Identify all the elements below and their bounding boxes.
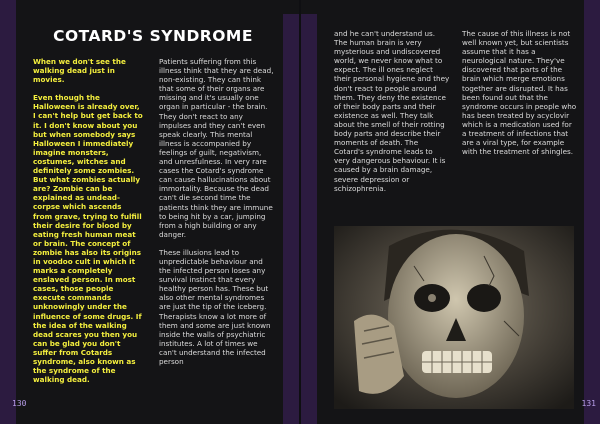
gutter-purple-bar-right bbox=[301, 14, 317, 424]
left-purple-bar bbox=[0, 0, 16, 424]
body-column-3 bbox=[334, 29, 450, 202]
body-paragraph: Patients suffering from this illness think that they are dead, non-existing. They can think that some of their organs are missing and it's usually one organ in particular - the brain. They don't react to any impulses and they can't even speak clearly. This mental illness is accompanied by feelings of guilt, negativism, and unresfulness. In very rare cases the Cotard's syndrome can cause hallucinations about immortality. Because the dead can't die second time the patients think they are immune to being hit by a car, jumping from a high building or any danger. bbox=[159, 57, 274, 239]
page-number-left: 130 bbox=[12, 399, 27, 408]
right-page bbox=[301, 0, 600, 424]
body-paragraph: The cause of this illness is not well known yet, but scientists assume that it has a neurological nature. They've discovered that parts of the brain which merge emotions together are disrupted. It has been found out that the syndrome occurs in people who has been treated by acyclovir which is a medication used for a treatment of infections that are a viral type, for example with the treatment of shingles. bbox=[462, 29, 577, 157]
page-number-right: 131 bbox=[581, 399, 596, 408]
left-page bbox=[0, 0, 299, 424]
intro-column bbox=[33, 57, 143, 393]
body-paragraph: and he can't understand us. The human brain is very mysterious and undiscovered world, we never know what to expect. The ill ones neglect their personal hygiene and they don't react to people around them. They deny the existence of their body parts and their existence as well. They talk about the smell of their rotting body parts and describe their moments of death. The Cotard's syndrome leads to very dangerous behaviour. It is caused by a brain damage, severe depression or schizophrenia. bbox=[334, 29, 450, 193]
right-purple-bar bbox=[581, 0, 600, 424]
body-column-4 bbox=[462, 29, 578, 165]
body-column-2 bbox=[159, 57, 275, 375]
body-paragraph: These illusions lead to unpredictable behaviour and the infected person loses any survival instinct that every healthy person has. These but also other mental syndromes are just the tip of the iceberg. Therapists know a lot more of them and some are just known inside the walls of psychiatric institutes. A lot of times we can't understand the infected person bbox=[159, 247, 271, 366]
intro-paragraph: Even though the Halloween is already over, I can't help but get back to it. I don't know about you but when somebody says Halloween I immediately imagine monsters, costumes, witches and definitely some zombies. But what zombies actually are? Zombie can be explained as undead-corpse which ascends from grave, trying to fulfill their desire for blood by eating fresh human meat or brain. The concept of zombie has also its origins in voodoo cult in which it marks a completely enslaved person. In most cases, those people execute commands unknowingly under the influence of some drugs. If the idea of the walking dead scares you then you can be glad you don't suffer from Cotards syndrome, also known as the syndrome of the walking dead. bbox=[33, 93, 143, 385]
gutter-purple-bar bbox=[283, 14, 299, 424]
intro-subtitle: When we don't see the walking dead just in movies. bbox=[33, 57, 126, 85]
skull-face-photo bbox=[334, 226, 574, 409]
article-title: COTARD'S SYNDROME bbox=[53, 27, 253, 45]
skull-face-illustration bbox=[334, 226, 574, 409]
